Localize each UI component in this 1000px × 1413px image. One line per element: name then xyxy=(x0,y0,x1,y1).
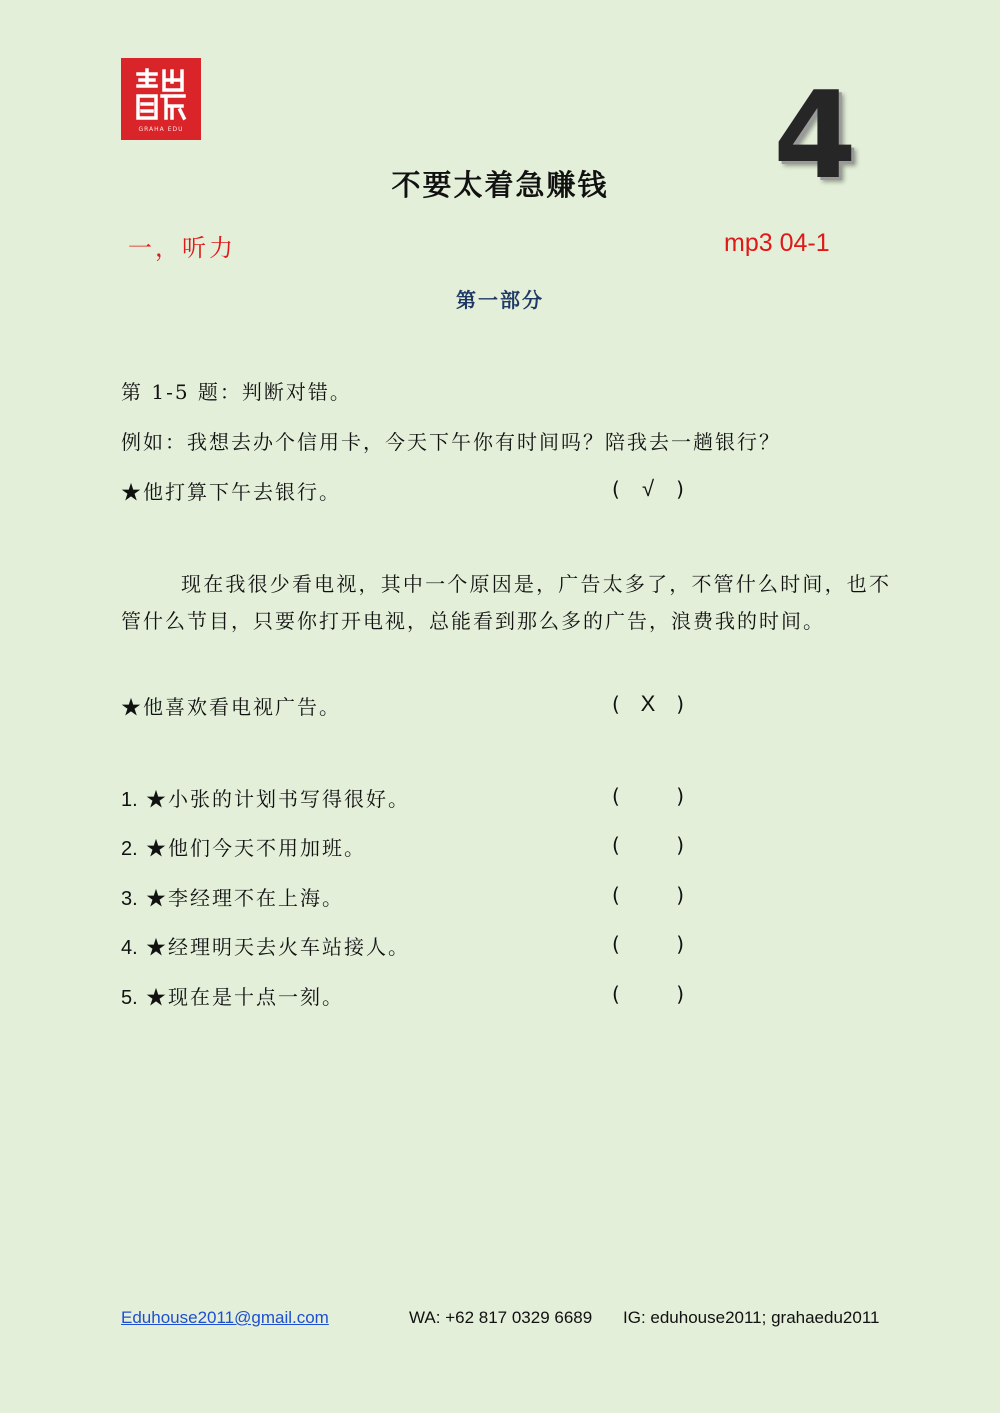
example2-statement: ★他喜欢看电视广告。 xyxy=(121,695,341,719)
question-statement: ★小张的计划书写得很好。 xyxy=(146,787,411,811)
instructions: 第 1-5 题：判断对错。 xyxy=(121,380,352,404)
answer-box[interactable] xyxy=(612,980,684,1008)
question-row xyxy=(121,832,366,861)
question-statement: ★他们今天不用加班。 xyxy=(146,836,367,860)
bracket-open: ( xyxy=(612,932,620,956)
bracket-close: ) xyxy=(676,477,684,501)
answer-box[interactable] xyxy=(612,782,684,810)
bracket-close: ) xyxy=(676,692,684,716)
example-statement: ★他打算下午去银行。 xyxy=(121,480,341,504)
question-row xyxy=(121,931,410,960)
question-statement: ★经理明天去火车站接人。 xyxy=(146,935,411,959)
bracket-close: ) xyxy=(676,982,684,1006)
lesson-number: 4 xyxy=(773,67,857,206)
question-number: 5. xyxy=(121,987,138,1009)
example-answer-box xyxy=(612,475,684,503)
question-row xyxy=(121,882,344,911)
answer-box[interactable] xyxy=(612,930,684,958)
instagram-contact: IG: eduhouse2011; grahaedu2011 xyxy=(623,1308,880,1327)
logo xyxy=(121,58,201,140)
bracket-open: ( xyxy=(612,477,620,501)
logo-subtitle: GRAHA EDU xyxy=(138,125,184,133)
bracket-open: ( xyxy=(612,883,620,907)
page-title: 不要太着急赚钱 xyxy=(391,168,609,202)
question-statement: ★李经理不在上海。 xyxy=(146,886,345,910)
bracket-close: ) xyxy=(676,784,684,808)
answer-box[interactable] xyxy=(612,881,684,909)
example-answer: √ xyxy=(641,476,655,501)
question-number: 3. xyxy=(121,888,138,910)
bracket-close: ) xyxy=(676,932,684,956)
example2-answer: X xyxy=(640,691,656,716)
section-heading: 一，听力 xyxy=(128,234,236,262)
example-prompt: 例如：我想去办个信用卡，今天下午你有时间吗？陪我去一趟银行？ xyxy=(121,430,781,454)
example2-answer-box xyxy=(612,690,684,718)
email-link[interactable]: Eduhouse2011@gmail.com xyxy=(121,1308,329,1327)
question-row xyxy=(121,981,344,1010)
question-number: 2. xyxy=(121,838,138,860)
bracket-close: ) xyxy=(676,833,684,857)
bracket-open: ( xyxy=(612,784,620,808)
bracket-open: ( xyxy=(612,692,620,716)
answer-box[interactable] xyxy=(612,831,684,859)
whatsapp-contact: WA: +62 817 0329 6689 xyxy=(409,1308,593,1327)
question-statement: ★现在是十点一刻。 xyxy=(146,985,345,1009)
audio-label: mp3 04-1 xyxy=(724,229,830,257)
question-row xyxy=(121,783,410,812)
question-number: 4. xyxy=(121,937,138,959)
question-number: 1. xyxy=(121,789,138,811)
passage: 现在我很少看电视，其中一个原因是，广告太多了，不管什么时间，也不管什么节目，只要你打开电视，总能看到那么多的广告，浪费我的时间。 xyxy=(121,572,891,633)
bracket-open: ( xyxy=(612,833,620,857)
logo-seal-icon xyxy=(132,66,190,124)
part-title: 第一部分 xyxy=(456,288,544,312)
bracket-close: ) xyxy=(676,883,684,907)
bracket-open: ( xyxy=(612,982,620,1006)
